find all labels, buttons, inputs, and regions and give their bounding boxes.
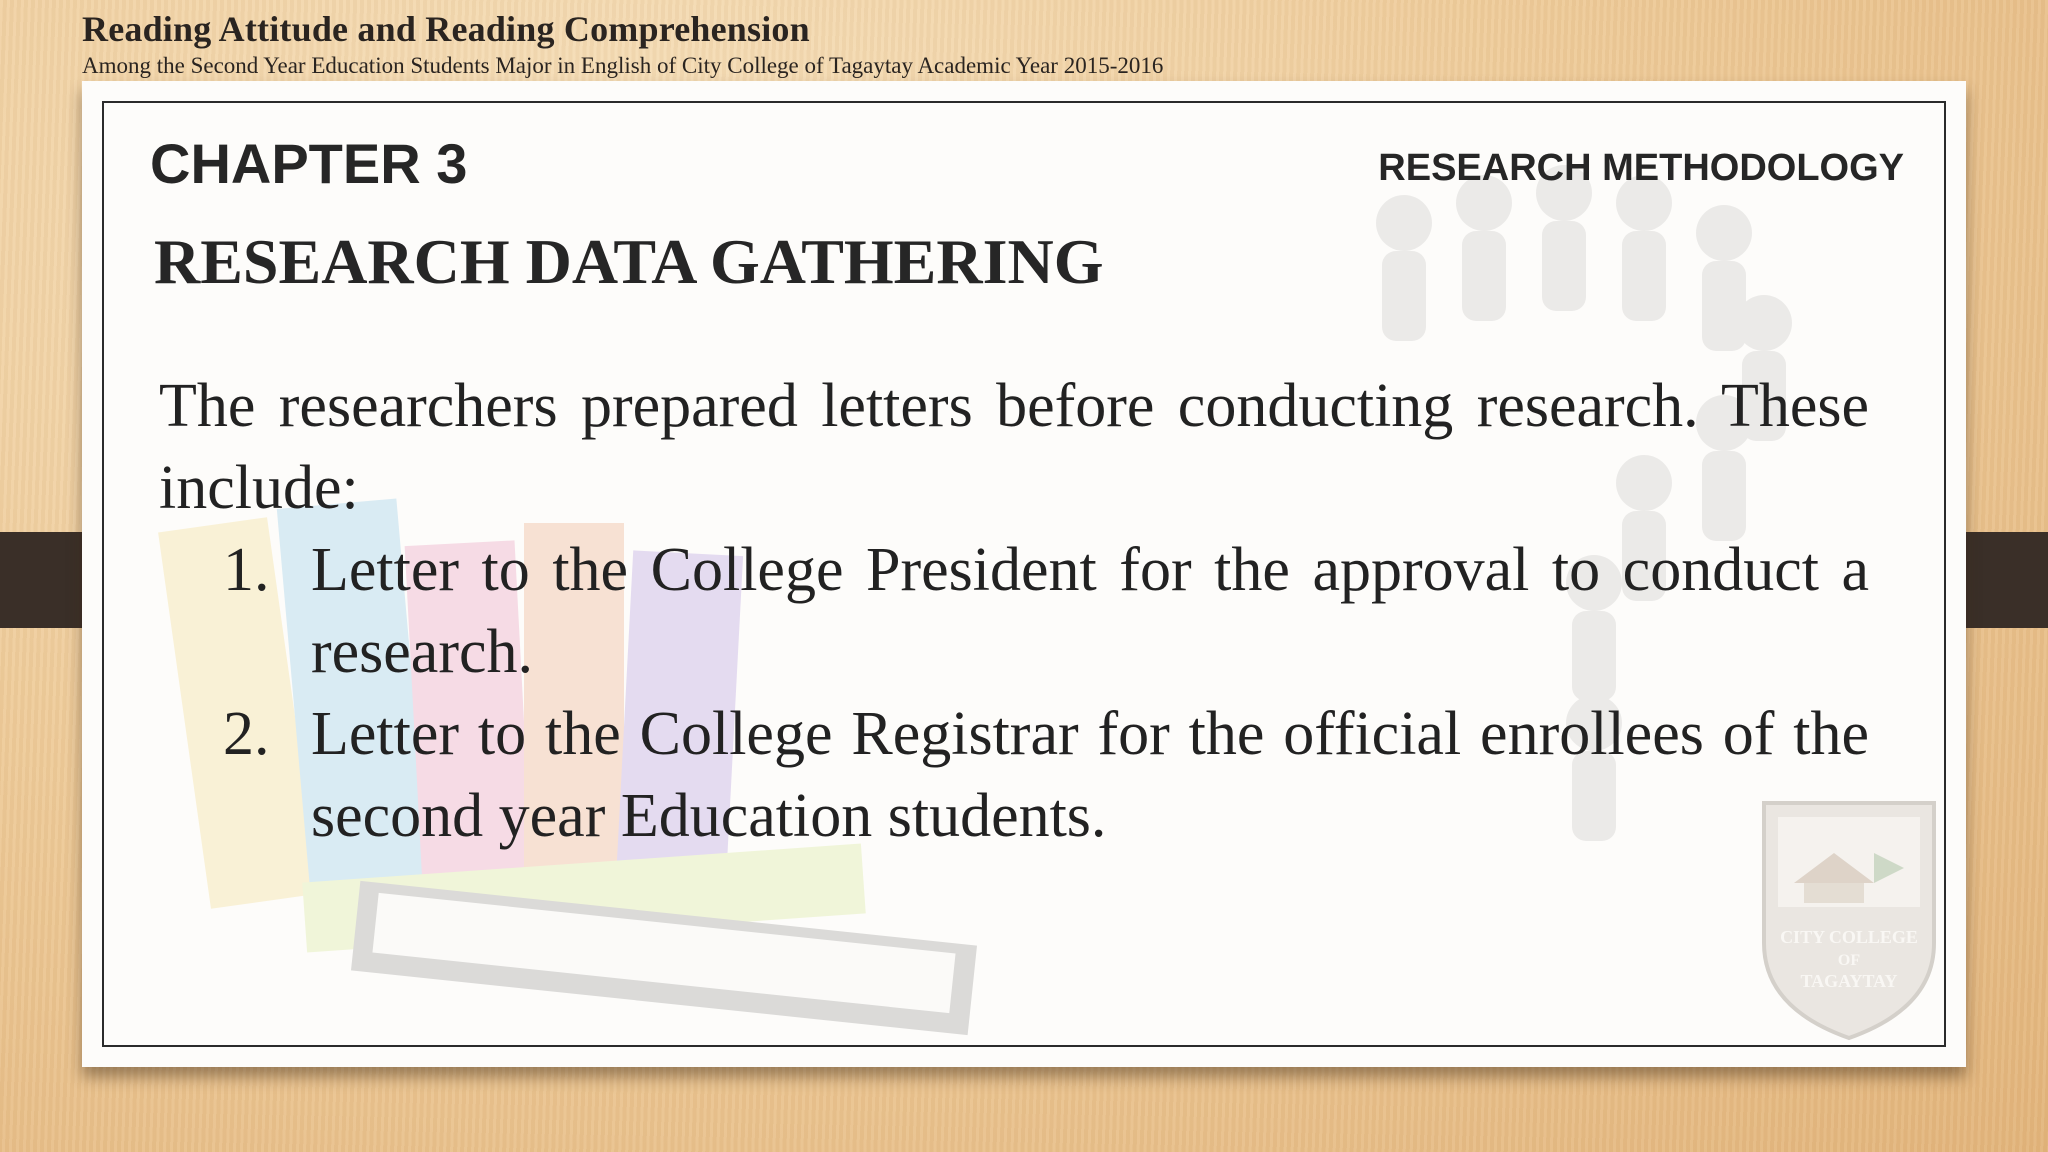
list-item bbox=[159, 693, 1869, 857]
slide-body bbox=[159, 365, 1869, 857]
svg-text:TAGAYTAY: TAGAYTAY bbox=[1800, 971, 1898, 991]
section-label: RESEARCH METHODOLOGY bbox=[1378, 147, 1904, 189]
presentation-title: Reading Attitude and Reading Comprehension bbox=[82, 9, 810, 49]
list-item-text: Letter to the College Registrar for the official enrollees of the second year Education students. bbox=[311, 700, 1869, 850]
letters-list bbox=[159, 529, 1869, 857]
slide-card bbox=[82, 81, 1966, 1067]
list-item-text: Letter to the College President for the approval to conduct a research. bbox=[311, 536, 1869, 686]
list-item-number: 2. bbox=[223, 700, 270, 768]
svg-text:OF: OF bbox=[1837, 952, 1861, 969]
intro-paragraph: The researchers prepared letters before conducting research. These include: bbox=[159, 372, 1869, 522]
list-item-number: 1. bbox=[223, 536, 270, 604]
slide-heading: RESEARCH DATA GATHERING bbox=[154, 226, 1104, 297]
chapter-label: CHAPTER 3 bbox=[150, 132, 468, 195]
slide-frame bbox=[102, 101, 1946, 1047]
list-item bbox=[159, 529, 1869, 693]
presentation-subtitle: Among the Second Year Education Students Major in English of City College of Tagaytay Academic Year 2015-2016 bbox=[82, 53, 1164, 78]
svg-text:CITY COLLEGE: CITY COLLEGE bbox=[1780, 927, 1918, 947]
